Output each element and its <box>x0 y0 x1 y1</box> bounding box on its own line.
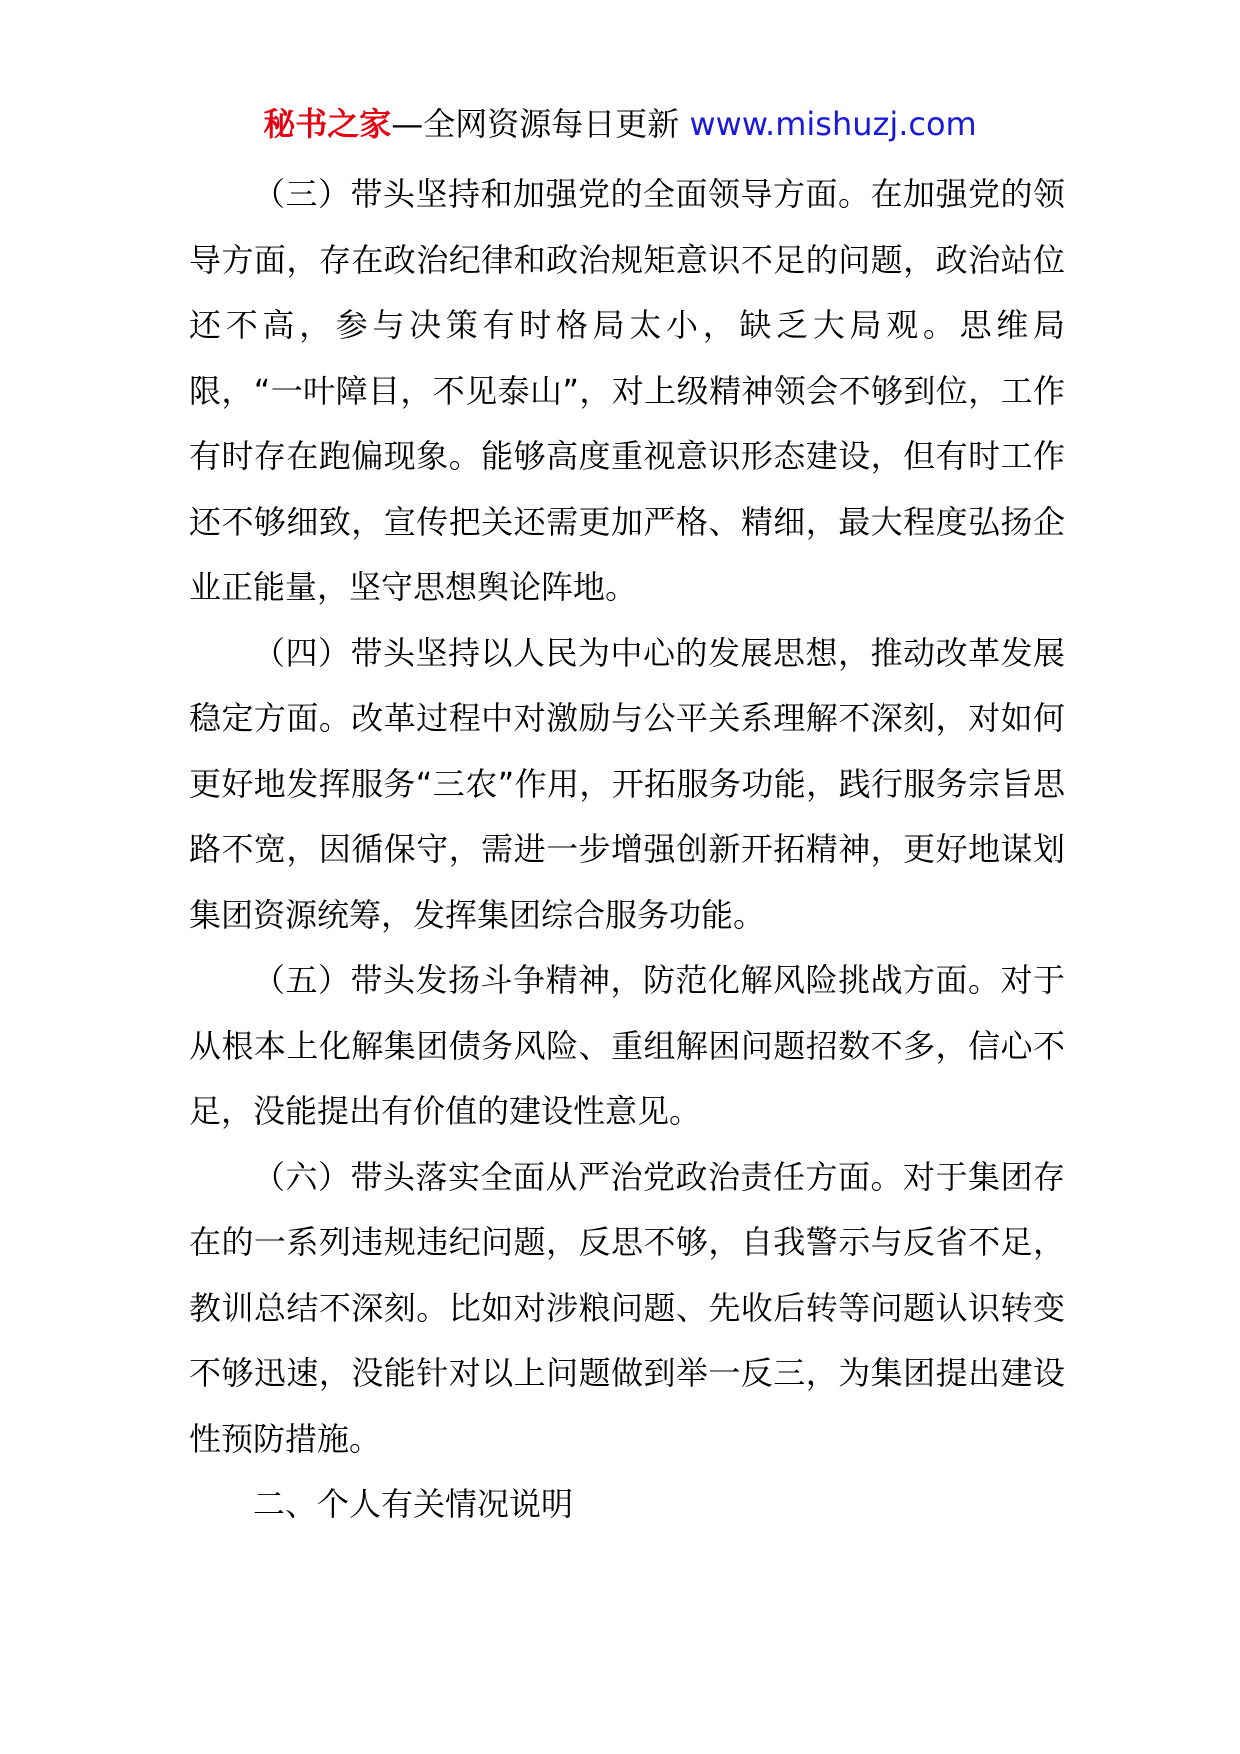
site-url-link[interactable]: www.mishuzj.com <box>689 105 977 143</box>
page-header <box>0 96 1240 152</box>
paragraph-section-6: （六）带头落实全面从严治党政治责任方面。对于集团存在的一系列违规违纪问题，反思不够，自我警示与反省不足，教训总结不深刻。比如对涉粮问题、先收后转等问题认识转变不够迅速，没能针对以上问题做到举一反三，为集团提出建设性预防措施。 <box>189 1157 1065 1458</box>
section-heading-personal-info: 二、个人有关情况说明 <box>253 1485 574 1523</box>
brand-name: 秘书之家 <box>263 105 392 143</box>
document-body <box>189 162 1065 1538</box>
paragraph-section-4: （四）带头坚持以人民为中心的发展思想，推动改革发展稳定方面。改革过程中对激励与公平关系理解不深刻，对如何更好地发挥服务“三农”作用，开拓服务功能，践行服务宗旨思路不宽，因循保守，需进一步增强创新开拓精神，更好地谋划集团资源统筹，发挥集团综合服务功能。 <box>189 633 1065 934</box>
header-tagline: —全网资源每日更新 <box>391 105 680 143</box>
paragraph-section-3: （三）带头坚持和加强党的全面领导方面。在加强党的领导方面，存在政治纪律和政治规矩意识不足的问题，政治站位还不高，参与决策有时格局太小，缺乏大局观。思维局限，“一叶障目，不见泰山”，对上级精神领会不够到位，工作有时存在跑偏现象。能够高度重视意识形态建设，但有时工作还不够细致，宣传把关还需更加严格、精细，最大程度弘扬企业正能量，坚守思想舆论阵地。 <box>189 175 1065 606</box>
paragraph-section-5: （五）带头发扬斗争精神，防范化解风险挑战方面。对于从根本上化解集团债务风险、重组解困问题招数不多，信心不足，没能提出有价值的建设性意见。 <box>189 961 1065 1130</box>
